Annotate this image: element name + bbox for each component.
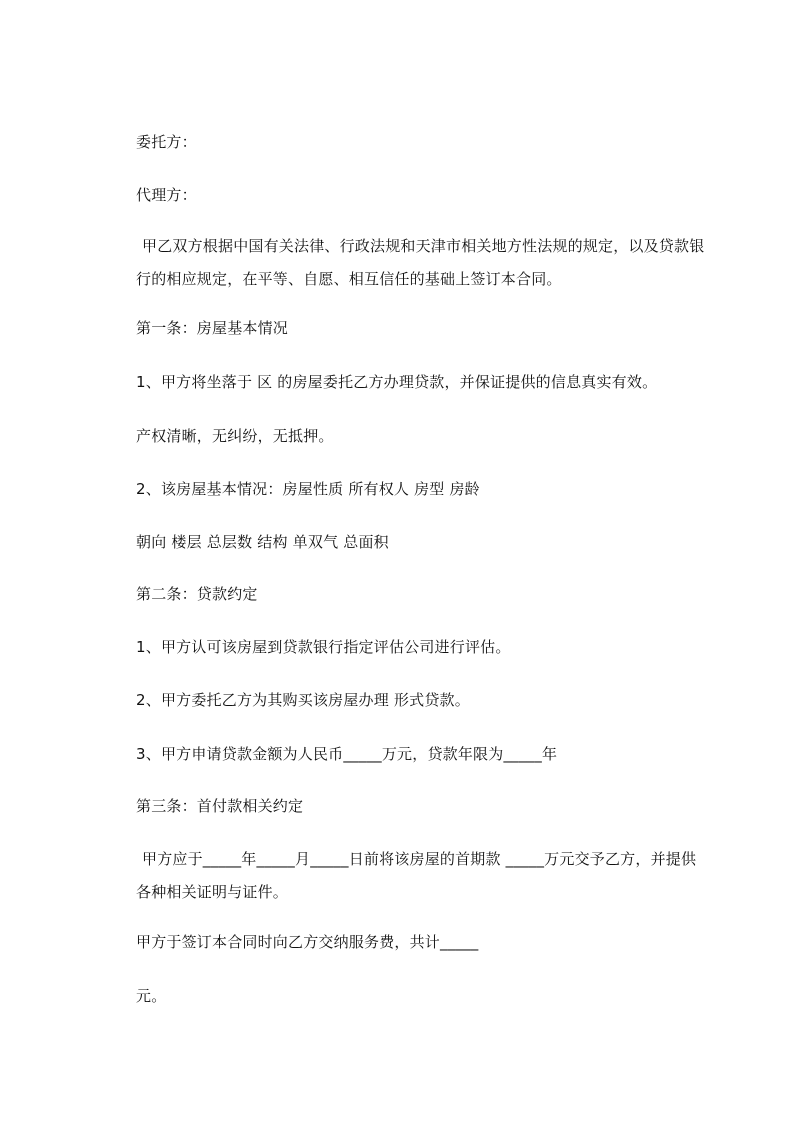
article-3-paragraph-1: 甲方应于_____年_____月_____日前将该房屋的首期款 _____万元交予乙方，并提供各种相关证明与证件。 [136, 850, 697, 901]
article-2-heading: 第二条：贷款约定 [136, 585, 258, 603]
article-1-heading: 第一条：房屋基本情况 [136, 319, 289, 337]
article-3-heading: 第三条：首付款相关约定 [136, 797, 304, 815]
preamble-paragraph: 甲乙双方根据中国有关法律、行政法规和天津市相关地方性法规的规定，以及贷款银行的相应规定，在平等、自愿、相互信任的基础上签订本合同。 [136, 237, 705, 288]
agent-label: 代理方： [136, 186, 197, 204]
article-1-item-1-continued: 产权清晰，无纠纷，无抵押。 [136, 427, 334, 445]
article-1-item-2-continued: 朝向 楼层 总层数 结构 单双气 总面积 [136, 533, 389, 551]
article-2-item-1: 1、甲方认可该房屋到贷款银行指定评估公司进行评估。 [136, 638, 511, 656]
article-3-paragraph-2-continued: 元。 [136, 987, 167, 1005]
article-2-item-2: 2、甲方委托乙方为其购买该房屋办理 形式贷款。 [136, 691, 470, 709]
article-2-item-3: 3、甲方申请贷款金额为人民币_____万元，贷款年限为_____年 [136, 745, 558, 763]
principal-label: 委托方： [136, 133, 197, 151]
article-3-paragraph-2: 甲方于签订本合同时向乙方交纳服务费，共计_____ [136, 933, 479, 951]
article-1-item-2: 2、该房屋基本情况：房屋性质 所有权人 房型 房龄 [136, 480, 480, 498]
article-1-item-1: 1、甲方将坐落于 区 的房屋委托乙方办理贷款，并保证提供的信息真实有效。 [136, 373, 658, 391]
